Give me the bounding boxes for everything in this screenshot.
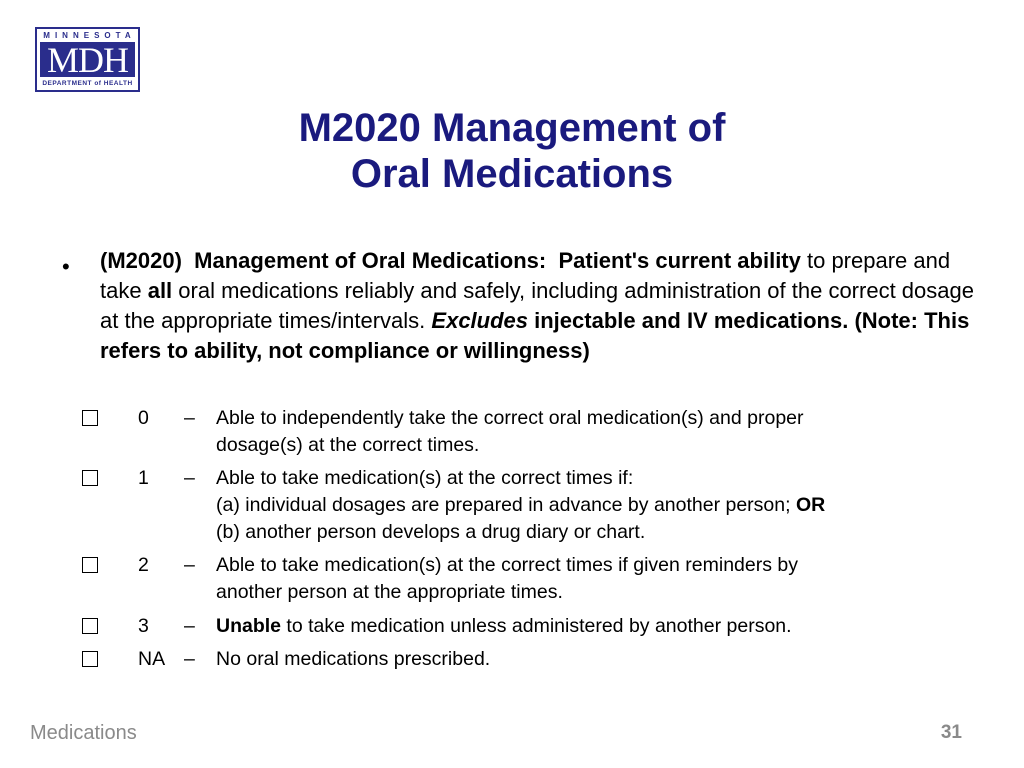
question-excludes: Excludes xyxy=(431,308,529,333)
option-1-checkbox[interactable] xyxy=(82,470,98,486)
option-dash: – xyxy=(184,467,195,489)
option-0[interactable] xyxy=(0,405,1024,459)
option-code: 3 xyxy=(138,615,149,637)
option-or: OR xyxy=(795,494,826,516)
option-text xyxy=(216,405,956,459)
option-text xyxy=(216,465,956,546)
option-dash: – xyxy=(184,554,195,576)
option-dash: – xyxy=(184,407,195,429)
title-line-1: M2020 Management of xyxy=(298,106,726,150)
footer-section: Medications xyxy=(30,722,137,744)
option-2-checkbox[interactable] xyxy=(82,557,98,573)
option-text-line: another person at the appropriate times. xyxy=(216,581,563,603)
question-heading: Management of Oral Medications: xyxy=(194,248,547,273)
option-text xyxy=(216,552,956,606)
option-text-line: Able to take medication(s) at the correct times if given reminders by xyxy=(216,554,798,576)
question-text-2: oral medications reliably and safely, including administration of the correct dosage at the appropriate times/intervals. xyxy=(100,278,974,333)
question-code: (M2020) xyxy=(100,248,182,273)
question-all: all xyxy=(147,278,173,303)
option-text xyxy=(216,613,956,640)
logo-dept-text: DEPARTMENT of HEALTH xyxy=(42,80,133,87)
title-line-2: Oral Medications xyxy=(350,152,674,196)
option-code: 2 xyxy=(138,554,149,576)
option-1[interactable] xyxy=(0,465,1024,546)
option-text-line: Able to independently take the correct oral medication(s) and proper xyxy=(216,407,804,429)
question-ability: Patient's current ability xyxy=(558,248,801,273)
option-text-part: (a) individual dosages are prepared in advance by another person; xyxy=(216,494,791,516)
option-3-checkbox[interactable] xyxy=(82,618,98,634)
question-text-1: to prepare and take xyxy=(100,248,951,303)
option-na-checkbox[interactable] xyxy=(82,651,98,667)
logo-state-text: MINNESOTA xyxy=(43,31,136,40)
option-code: 0 xyxy=(138,407,149,429)
option-text: No oral medications prescribed. xyxy=(216,648,491,670)
option-text-line xyxy=(216,492,956,519)
page-number: 31 xyxy=(940,722,962,743)
option-na[interactable] xyxy=(0,646,1024,673)
option-2[interactable] xyxy=(0,552,1024,606)
option-code: 1 xyxy=(138,467,149,489)
option-code: NA xyxy=(138,648,166,670)
option-text-line: (b) another person develops a drug diary or chart. xyxy=(216,521,646,543)
option-text-line: dosage(s) at the correct times. xyxy=(216,434,480,456)
option-3[interactable] xyxy=(0,613,1024,640)
mdh-logo xyxy=(35,27,140,92)
option-text-part: to take medication unless administered by another person. xyxy=(281,615,792,637)
question-text-3: injectable and IV medications. (Note: This refers to ability, not compliance or willingness) xyxy=(100,308,970,363)
question-paragraph xyxy=(100,246,980,366)
option-unable: Unable xyxy=(216,615,282,637)
option-text-line: Able to take medication(s) at the correct times if: xyxy=(216,467,634,489)
bullet-icon: • xyxy=(62,254,70,279)
option-0-checkbox[interactable] xyxy=(82,410,98,426)
slide-title xyxy=(0,105,1024,197)
logo-main-text: MDH xyxy=(40,42,135,77)
option-dash: – xyxy=(184,648,195,670)
option-dash: – xyxy=(184,615,195,637)
